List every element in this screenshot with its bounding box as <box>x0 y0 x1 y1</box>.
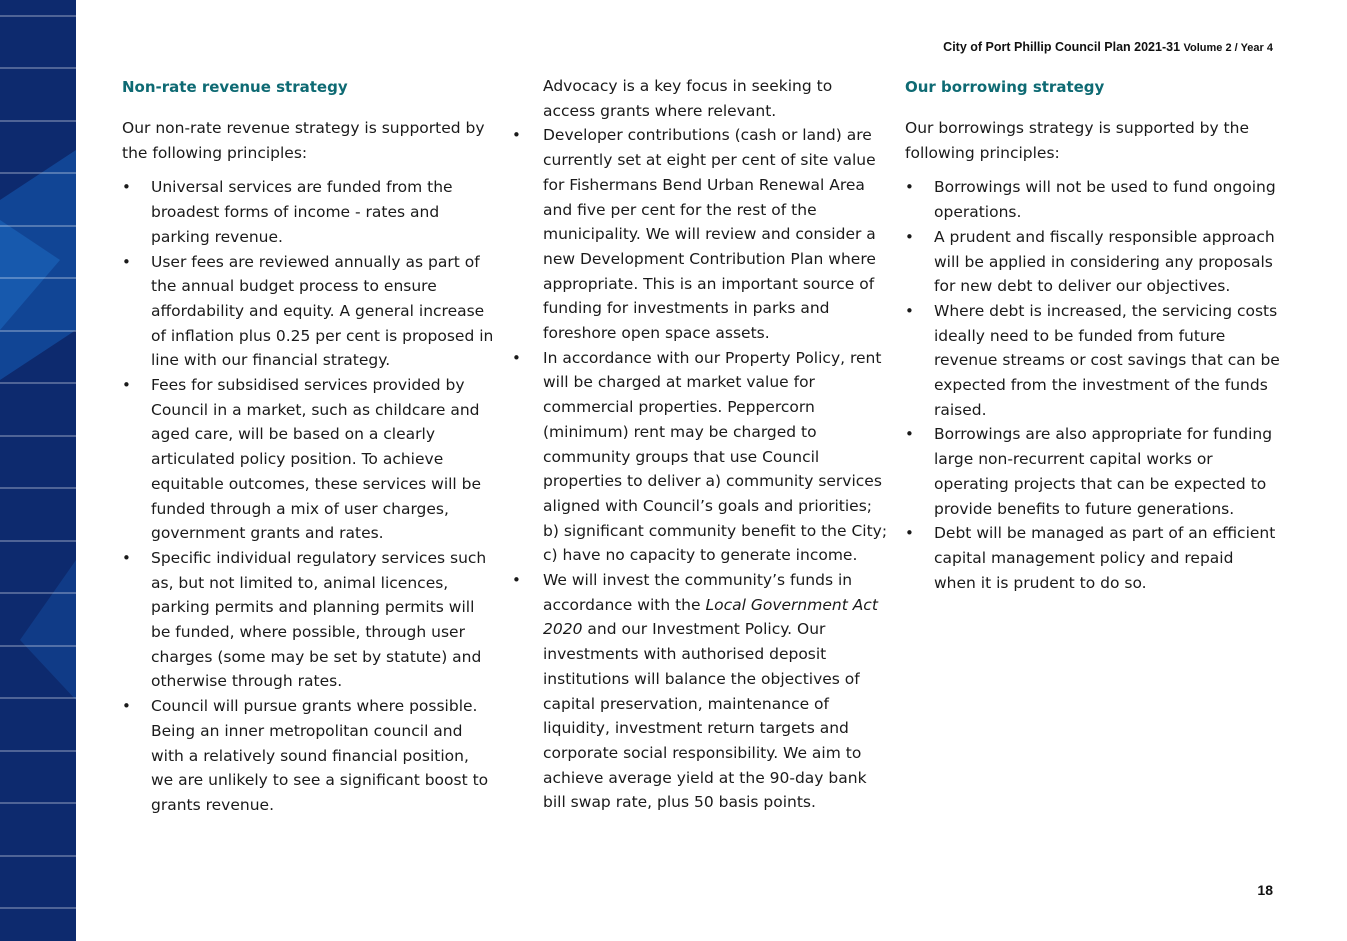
list-item: • A prudent and fiscally responsible approach will be applied in considering any proposals for new debt to deliver our objectives. <box>905 225 1280 299</box>
list-item: • User fees are reviewed annually as part of the annual budget process to ensure affordability and equity. A general increase of inflation plus 0.25 per cent is proposed in line with our financial strategy. <box>122 250 494 374</box>
list-item: • Borrowings will not be used to fund ongoing operations. <box>905 175 1280 224</box>
column-non-rate-revenue <box>122 74 494 818</box>
header-volume: Volume 2 / Year 4 <box>1183 42 1273 54</box>
list-item: • Fees for subsidised services provided by Council in a market, such as childcare and aged care, will be based on a clearly articulated policy position. To achieve equitable outcomes, these services will be funded through a mix of user charges, government grants and rates. <box>122 373 494 546</box>
continued-paragraph: Advocacy is a key focus in seeking to access grants where relevant. <box>543 77 833 120</box>
bullet-dot: • <box>512 126 521 145</box>
list-item: • Where debt is increased, the servicing costs ideally need to be funded from future revenue streams or cost savings that can be expected from the investment of the funds raised. <box>905 299 1280 423</box>
list-item: • Specific individual regulatory services such as, but not limited to, animal licences, parking permits and planning permits will be funded, where possible, through user charges (some may be set by statute) and otherwise through rates. <box>122 546 494 694</box>
bullet-dot: • <box>512 571 521 590</box>
bullet-dot: • <box>905 425 914 444</box>
bullet-dot: • <box>905 178 914 197</box>
bullet-dot: • <box>905 524 914 543</box>
bullet-dot: • <box>122 252 131 271</box>
side-strip-pattern <box>0 0 76 941</box>
bullet-list <box>122 175 494 817</box>
list-item: • Debt will be managed as part of an efficient capital management policy and repaid when it is prudent to do so. <box>905 521 1280 595</box>
bullet-dot: • <box>122 376 131 395</box>
bullet-dot: • <box>122 548 131 567</box>
page-number: 18 <box>1257 882 1273 898</box>
list-item: • Developer contributions (cash or land) are currently set at eight per cent of site value for Fishermans Bend Urban Renewal Area and five per cent for the rest of the municipality. We will review and consider a new Development Contribution Plan where appropriate. This is an important source of funding for investments in parks and foreshore open space assets. <box>512 123 888 345</box>
column-borrowing-strategy <box>905 74 1280 595</box>
decorative-side-strip <box>0 0 76 941</box>
bullet-list <box>512 123 888 815</box>
list-item: • Universal services are funded from the broadest forms of income - rates and parking revenue. <box>122 175 494 249</box>
list-item: • In accordance with our Property Policy, rent will be charged at market value for commercial properties. Peppercorn (minimum) rent may be charged to community groups that use Council properties to deliver a) community services aligned with Council’s goals and priorities; b) significant community benefit to the City; c) have no capacity to generate income. <box>512 346 888 568</box>
bullet-list <box>905 175 1280 595</box>
bullet-dot: • <box>512 348 521 367</box>
header-title: City of Port Phillip Council Plan 2021-31 <box>943 40 1181 54</box>
column-continued-principles <box>512 74 888 815</box>
section-intro: Our borrowings strategy is supported by the following principles: <box>905 119 1249 162</box>
bullet-dot: • <box>905 301 914 320</box>
act-reference: Local Government Act 2020 <box>543 595 878 639</box>
section-heading-non-rate-revenue: Non-rate revenue strategy <box>122 78 348 96</box>
section-intro: Our non-rate revenue strategy is supported by the following principles: <box>122 119 485 162</box>
list-item: • We will invest the community’s funds in accordance with the Local Government Act 2020 and our Investment Policy. Our investments with authorised deposit institutions will balance the objectives of capital preservation, maintenance of liquidity, investment return targets and corporate social responsibility. We aim to achieve average yield at the 90-day bank bill swap rate, plus 50 basis points. <box>512 568 888 815</box>
bullet-dot: • <box>905 227 914 246</box>
bullet-dot: • <box>122 178 131 197</box>
document-header <box>943 40 1273 54</box>
bullet-dot: • <box>122 697 131 716</box>
section-heading-borrowing: Our borrowing strategy <box>905 78 1105 96</box>
list-item: • Council will pursue grants where possible. Being an inner metropolitan council and with a relatively sound financial position, we are unlikely to see a significant boost to grants revenue. <box>122 694 494 818</box>
list-item: • Borrowings are also appropriate for funding large non-recurrent capital works or operating projects that can be expected to provide benefits to future generations. <box>905 422 1280 521</box>
